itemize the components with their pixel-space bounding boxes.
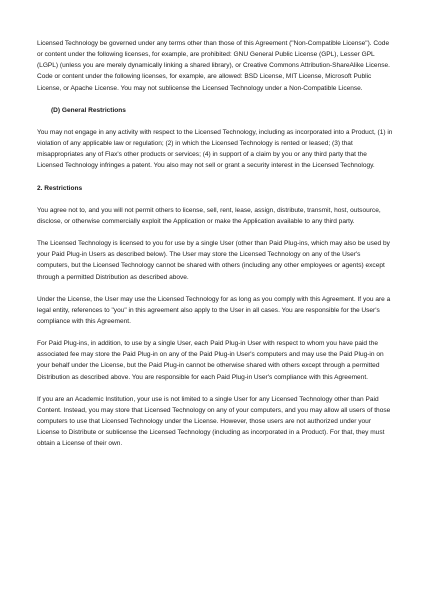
paragraph-single-user-license: The Licensed Technology is licensed to you for use by a single User (other than Paid Plug-ins, which may also be used by your Paid Plug-in Users as described below). The User may store the Licensed Technology on any of the User's computers, but the Licensed Technology cannot be shared with others (including any other employees or agents) except through a permitted Distribution as described above. — [37, 240, 390, 281]
paragraph-paid-plugins: For Paid Plug-ins, in addition, to use by a single User, each Paid Plug-in User with respect to whom you have paid the associated fee may store the Paid Plug-in on any of the Paid Plug-in User's computers and may use the Paid Plug-in on your behalf under the License, but the Paid Plug-in cannot be otherwise shared with others except through a permitted Distribution as described above. You are responsible for each Paid Plug-in User's compliance with this Agreement. — [37, 340, 384, 381]
paragraph-agree-not-to: You agree not to, and you will not permit others to license, sell, rent, lease, assign, distribute, transmit, host, outsource, disclose, or otherwise commercially exploit the Application or make the Application available to any third party. — [37, 206, 381, 225]
paragraph-academic-institution: If you are an Academic Institution, your use is not limited to a single User for any Licensed Technology other than Paid Content. Instead, you may store that Licensed Technology on any of your computers, and you may allow all users of those computers to use that Licensed Technology under the License. However, those users are not authorized under your License to Distribute or sublicense the Licensed Technology (including as incorporated in a Product). For that, they must obtain a License of their own. — [37, 395, 391, 448]
paragraph-general-restrictions: You may not engage in any activity with respect to the Licensed Technology, including as incorporated into a Product, (1) in violation of any applicable law or regulation; (2) in which the Licensed Technology is rented or leased; (3) that misappropriates any of Flax's other products or services; (4) in support of a claim by you or any third party that the Licensed Technology infringes a patent. You also may not sell or grant a security interest in the Licensed Technology. — [37, 128, 393, 170]
document-page — [37, 38, 394, 461]
subheading-general-restrictions: (D) General Restrictions — [51, 106, 126, 114]
heading-restrictions: 2. Restrictions — [37, 184, 83, 192]
paragraph-license-duration: Under the License, the User may use the Licensed Technology for as long as you comply with this Agreement. If you are a legal entity, references to "you" in this agreement also apply to the User in all cases. You are responsible for the User's compliance with this Agreement. — [37, 295, 391, 325]
paragraph-non-compatible-license: Licensed Technology be governed under any terms other than those of this Agreement ("Non-Compatible License"). Code or content under the following licenses, for example, are prohibited: GNU General Public License (GPL), Lesser GPL (LGPL) (unless you are merely dynamically linking a shared library), or Creative Commons Attribution-ShareAlike License. Code or content under the following licenses, for example, are allowed: BSD License, MIT License, Microsoft Public License, or Apache License. You may not sublicense the Licensed Technology under a Non-Compatible License. — [37, 40, 390, 92]
